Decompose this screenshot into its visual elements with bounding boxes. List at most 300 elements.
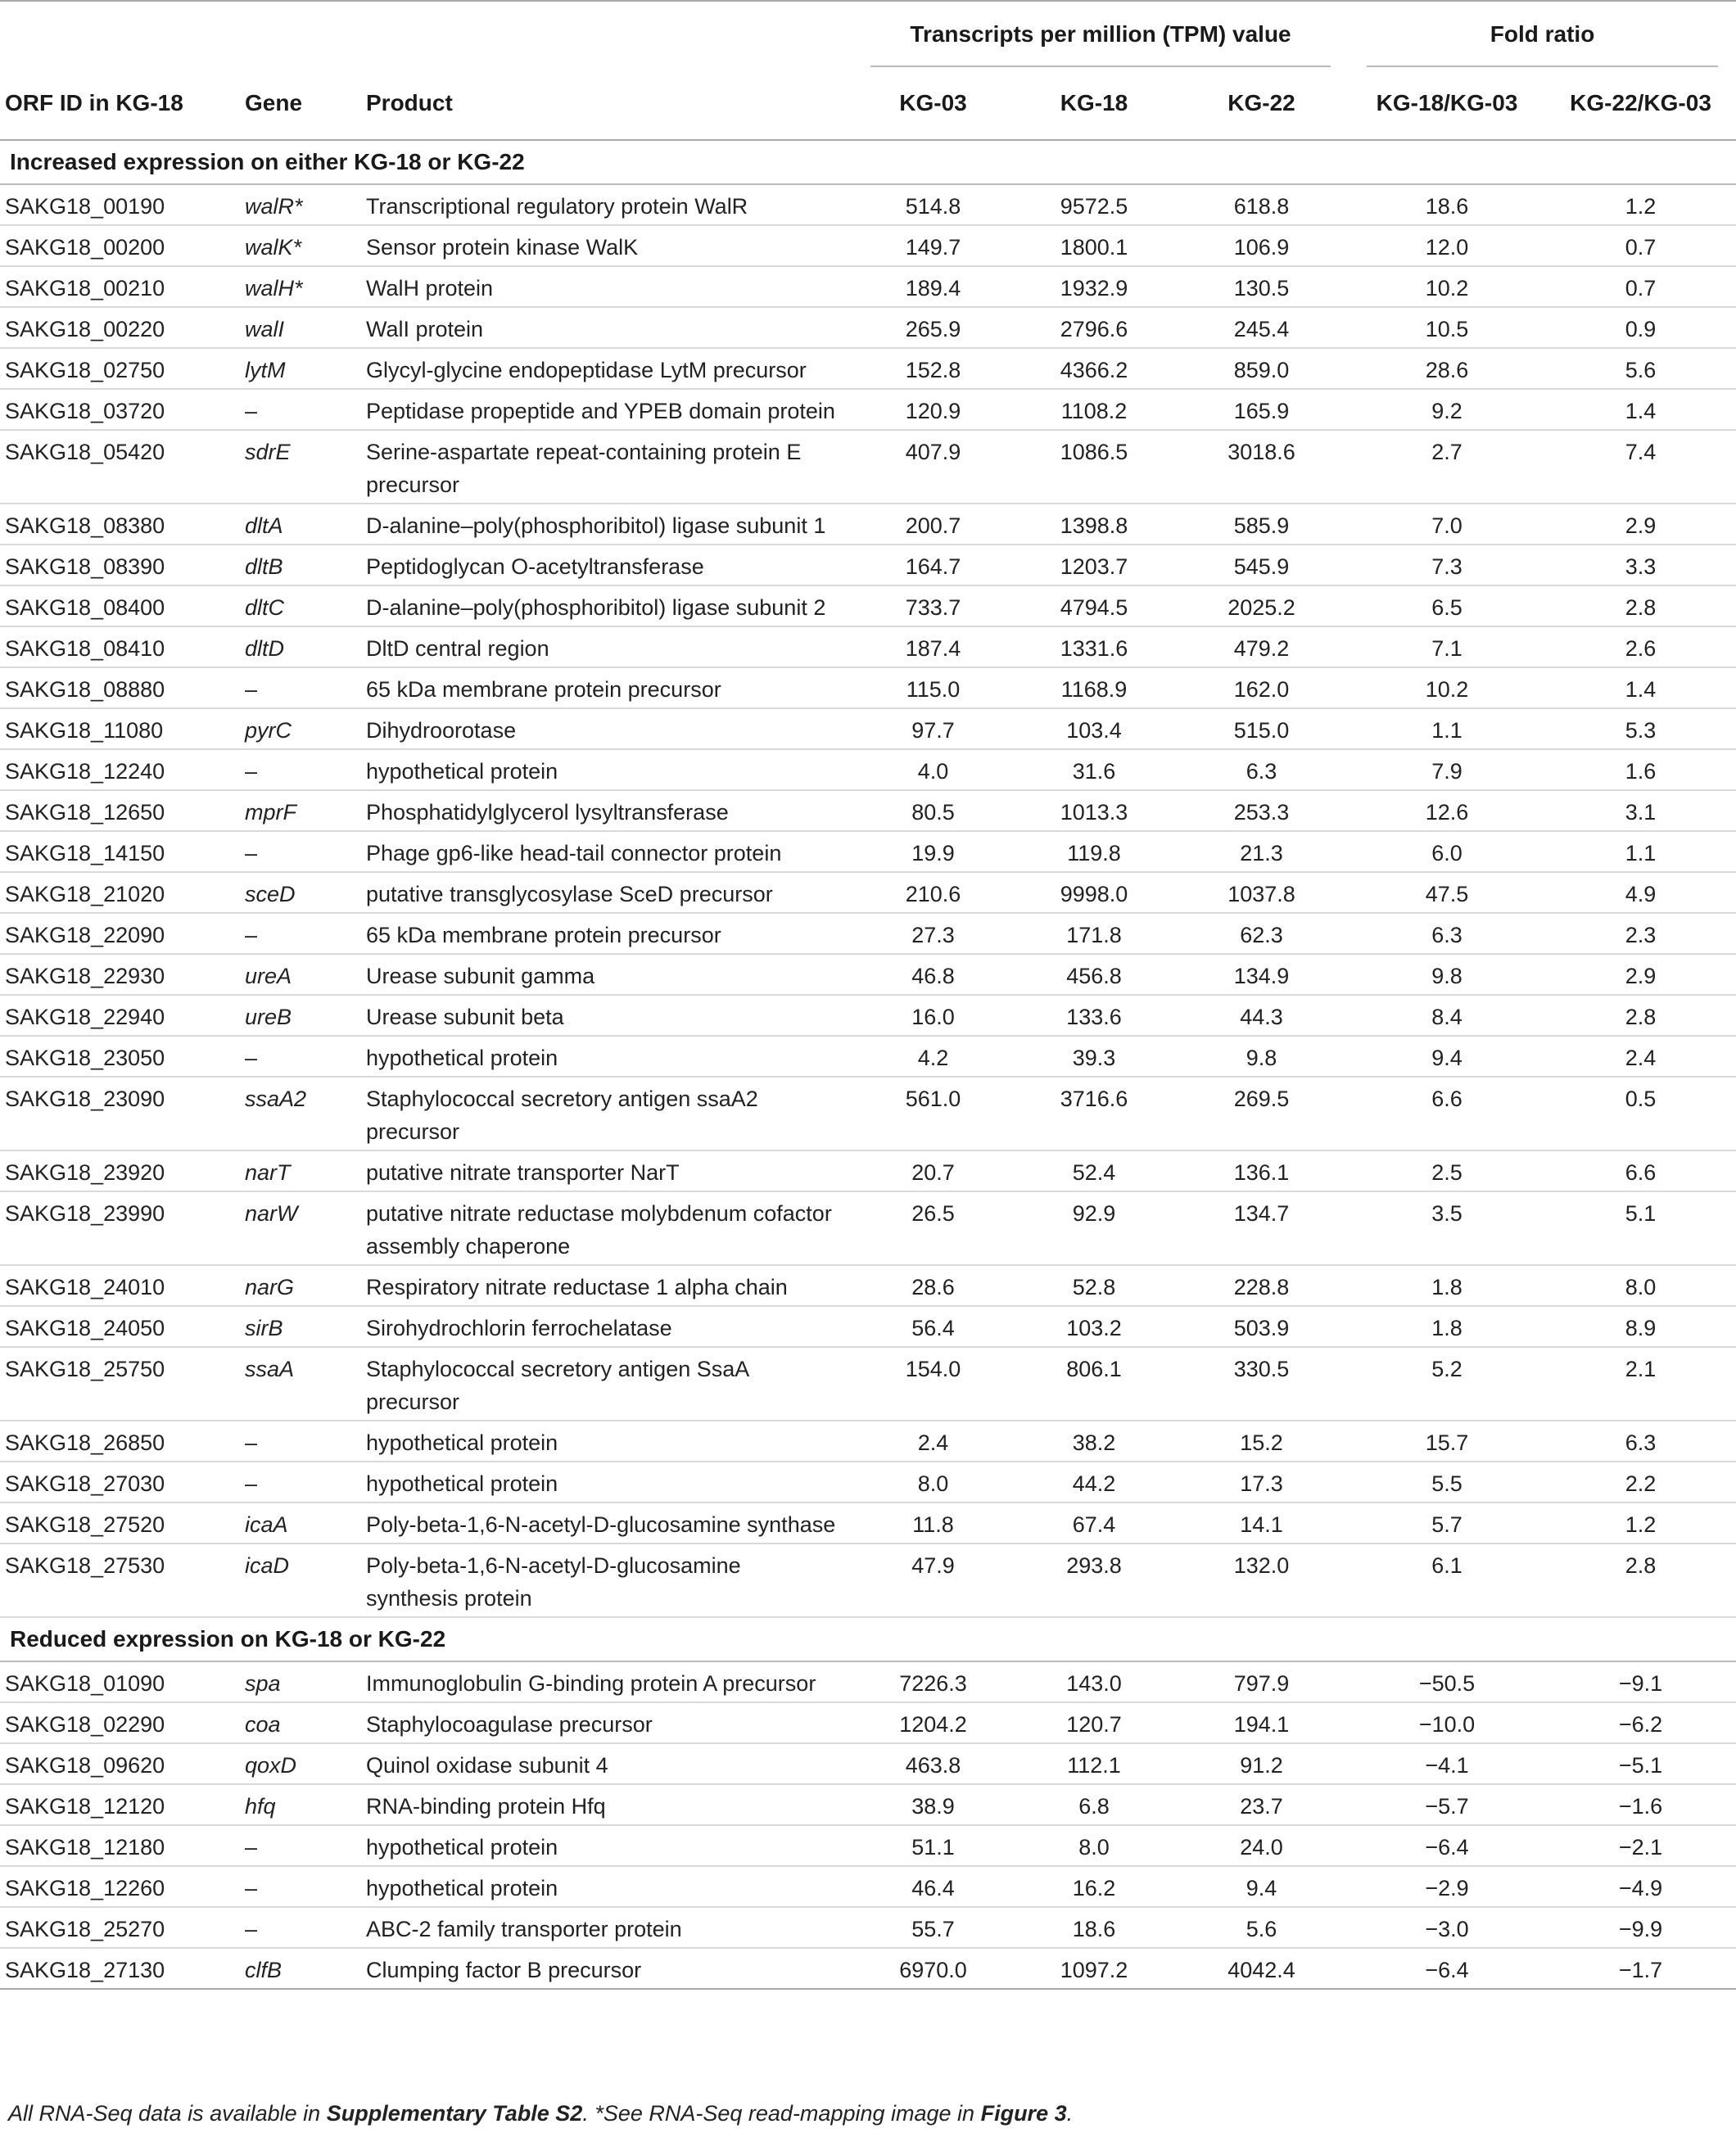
orf-id-cell: SAKG18_02750 bbox=[0, 348, 240, 389]
fold-kg18-kg03-cell: 47.5 bbox=[1349, 872, 1545, 913]
tpm-kg18-cell: 9572.5 bbox=[1014, 184, 1174, 225]
orf-id-cell: SAKG18_08410 bbox=[0, 626, 240, 667]
fold-kg18-kg03-cell: 2.5 bbox=[1349, 1150, 1545, 1191]
tpm-kg18-cell: 16.2 bbox=[1014, 1866, 1174, 1907]
fold-kg18-kg03-cell: 6.0 bbox=[1349, 831, 1545, 872]
footnote-link-figure[interactable]: Figure 3 bbox=[980, 2101, 1067, 2126]
fold-kg18-kg03-cell: −10.0 bbox=[1349, 1702, 1545, 1743]
gene-cell: qoxD bbox=[240, 1743, 361, 1784]
product-cell: Transcriptional regulatory protein WalR bbox=[361, 184, 852, 225]
fold-kg18-kg03-cell: −4.1 bbox=[1349, 1743, 1545, 1784]
fold-kg18-kg03-cell: 5.5 bbox=[1349, 1462, 1545, 1503]
header-group-tpm-label: Transcripts per million (TPM) value bbox=[910, 21, 1291, 47]
orf-id-cell: SAKG18_22090 bbox=[0, 913, 240, 954]
tpm-kg22-cell: 503.9 bbox=[1174, 1306, 1349, 1347]
footnote-text-1: All RNA-Seq data is available in bbox=[8, 2101, 327, 2126]
orf-id-cell: SAKG18_27030 bbox=[0, 1462, 240, 1503]
header-group-fold bbox=[1349, 1, 1736, 67]
product-cell: hypothetical protein bbox=[361, 1462, 852, 1503]
tpm-kg03-cell: 2.4 bbox=[852, 1421, 1014, 1462]
tpm-kg03-cell: 27.3 bbox=[852, 913, 1014, 954]
gene-cell: sdrE bbox=[240, 430, 361, 504]
gene-cell: narG bbox=[240, 1265, 361, 1306]
table-row bbox=[0, 913, 1736, 954]
fold-kg22-kg03-cell: 1.2 bbox=[1545, 184, 1736, 225]
tpm-kg18-cell: 1097.2 bbox=[1060, 1958, 1128, 1982]
orf-id-cell: SAKG18_27520 bbox=[0, 1503, 240, 1543]
tpm-kg03-cell: 7226.3 bbox=[852, 1661, 1014, 1702]
tpm-kg03-cell: 55.7 bbox=[852, 1907, 1014, 1948]
fold-kg22-kg03-cell: −2.1 bbox=[1545, 1825, 1736, 1866]
tpm-kg22-cell: 24.0 bbox=[1174, 1825, 1349, 1866]
fold-kg18-kg03-cell: 8.4 bbox=[1349, 995, 1545, 1036]
tpm-kg22-cell: 136.1 bbox=[1174, 1150, 1349, 1191]
footnote-link-supplementary[interactable]: Supplementary Table S2 bbox=[326, 2101, 583, 2126]
gene-cell: – bbox=[240, 749, 361, 790]
header-gene: Gene bbox=[245, 90, 303, 115]
orf-id-cell: SAKG18_00220 bbox=[0, 307, 240, 348]
product-cell: D-alanine–poly(phosphoribitol) ligase subunit 2 bbox=[361, 585, 852, 626]
orf-id-cell: SAKG18_09620 bbox=[0, 1743, 240, 1784]
tpm-kg18-cell: 1203.7 bbox=[1014, 545, 1174, 585]
gene-cell: – bbox=[240, 1421, 361, 1462]
fold-kg22-kg03-cell: 1.6 bbox=[1545, 749, 1736, 790]
table-row bbox=[0, 307, 1736, 348]
tpm-kg03-cell: 8.0 bbox=[852, 1462, 1014, 1503]
product-cell: putative transglycosylase SceD precursor bbox=[361, 872, 852, 913]
tpm-kg03-cell: 154.0 bbox=[852, 1347, 1014, 1421]
table-row bbox=[0, 667, 1736, 708]
fold-kg18-kg03-cell: 7.1 bbox=[1349, 626, 1545, 667]
product-cell: 65 kDa membrane protein precursor bbox=[361, 913, 852, 954]
table-row bbox=[0, 1702, 1736, 1743]
tpm-kg18-cell: 44.2 bbox=[1014, 1462, 1174, 1503]
tpm-kg18-cell: 1013.3 bbox=[1014, 790, 1174, 831]
fold-kg18-kg03-cell: 9.8 bbox=[1349, 954, 1545, 995]
orf-id-cell: SAKG18_08380 bbox=[0, 504, 240, 545]
fold-kg22-kg03-cell: −6.2 bbox=[1545, 1702, 1736, 1743]
table-row bbox=[0, 1784, 1736, 1825]
table-row bbox=[0, 790, 1736, 831]
table-row bbox=[0, 626, 1736, 667]
table-row bbox=[0, 348, 1736, 389]
tpm-kg22-cell: 23.7 bbox=[1174, 1784, 1349, 1825]
product-cell: hypothetical protein bbox=[361, 1421, 852, 1462]
table-row bbox=[0, 1036, 1736, 1077]
tpm-kg22-cell: 3018.6 bbox=[1174, 430, 1349, 504]
orf-id-cell: SAKG18_12240 bbox=[0, 749, 240, 790]
tpm-kg18-cell: 1086.5 bbox=[1014, 430, 1174, 504]
fold-kg18-kg03-cell: 5.7 bbox=[1349, 1503, 1545, 1543]
header-orf-id: ORF ID in KG-18 bbox=[5, 90, 183, 115]
tpm-kg22-cell: 134.7 bbox=[1174, 1191, 1349, 1265]
gene-cell: coa bbox=[240, 1702, 361, 1743]
orf-id-cell: SAKG18_12180 bbox=[0, 1825, 240, 1866]
tpm-kg18-cell: 1398.8 bbox=[1014, 504, 1174, 545]
gene-cell: – bbox=[240, 913, 361, 954]
tpm-kg18-cell: 2796.6 bbox=[1014, 307, 1174, 348]
product-cell: WalI protein bbox=[361, 307, 852, 348]
tpm-kg03-cell: 152.8 bbox=[852, 348, 1014, 389]
table-header bbox=[0, 1, 1736, 140]
gene-cell: dltD bbox=[240, 626, 361, 667]
fold-kg18-kg03-cell: 1.8 bbox=[1349, 1265, 1545, 1306]
gene-cell: hfq bbox=[240, 1784, 361, 1825]
fold-kg22-kg03-cell: −4.9 bbox=[1545, 1866, 1736, 1907]
tpm-kg22-cell: 162.0 bbox=[1174, 667, 1349, 708]
tpm-kg03-cell: 6970.0 bbox=[899, 1958, 967, 1982]
fold-kg18-kg03-cell: 6.1 bbox=[1349, 1543, 1545, 1617]
tpm-kg22-cell: 4042.4 bbox=[1227, 1958, 1295, 1982]
table-row bbox=[0, 1347, 1736, 1421]
fold-kg18-kg03-cell: 1.1 bbox=[1349, 708, 1545, 749]
orf-id-cell: SAKG18_23990 bbox=[0, 1191, 240, 1265]
tpm-kg18-cell: 103.4 bbox=[1014, 708, 1174, 749]
table-row bbox=[0, 1907, 1736, 1948]
table-row bbox=[0, 1543, 1736, 1617]
fold-kg22-kg03-cell: 2.4 bbox=[1545, 1036, 1736, 1077]
tpm-kg03-cell: 164.7 bbox=[852, 545, 1014, 585]
table-row bbox=[0, 1077, 1736, 1150]
fold-kg22-kg03-cell: 2.8 bbox=[1545, 995, 1736, 1036]
tpm-kg18-cell: 6.8 bbox=[1014, 1784, 1174, 1825]
tpm-kg03-cell: 561.0 bbox=[852, 1077, 1014, 1150]
footnote-text-2: . *See RNA-Seq read-mapping image in bbox=[582, 2101, 981, 2126]
tpm-kg22-cell: 15.2 bbox=[1174, 1421, 1349, 1462]
product-cell: putative nitrate reductase molybdenum cofactor assembly chaperone bbox=[361, 1191, 852, 1265]
tpm-kg22-cell: 1037.8 bbox=[1174, 872, 1349, 913]
gene-cell: narW bbox=[240, 1191, 361, 1265]
tpm-kg03-cell: 4.0 bbox=[852, 749, 1014, 790]
product-cell: Staphylococcal secretory antigen SsaA precursor bbox=[361, 1347, 852, 1421]
table-row bbox=[0, 504, 1736, 545]
orf-id-cell: SAKG18_03720 bbox=[0, 389, 240, 430]
tpm-kg03-cell: 47.9 bbox=[852, 1543, 1014, 1617]
fold-kg18-kg03-cell: 10.2 bbox=[1349, 266, 1545, 307]
fold-kg22-kg03-cell: 6.3 bbox=[1545, 1421, 1736, 1462]
tpm-kg03-cell: 28.6 bbox=[852, 1265, 1014, 1306]
table-row bbox=[0, 266, 1736, 307]
fold-kg18-kg03-cell: 10.5 bbox=[1349, 307, 1545, 348]
orf-id-cell: SAKG18_08880 bbox=[0, 667, 240, 708]
fold-kg18-kg03-cell: −6.4 bbox=[1425, 1958, 1469, 1982]
orf-id-cell: SAKG18_08400 bbox=[0, 585, 240, 626]
orf-id-cell: SAKG18_11080 bbox=[0, 708, 240, 749]
section-title: Reduced expression on KG-18 or KG-22 bbox=[0, 1617, 1736, 1661]
table-row bbox=[0, 1866, 1736, 1907]
header-group-spacer bbox=[0, 1, 852, 67]
gene-cell: sceD bbox=[240, 872, 361, 913]
gene-cell: ssaA2 bbox=[240, 1077, 361, 1150]
tpm-kg22-cell: 797.9 bbox=[1174, 1661, 1349, 1702]
gene-cell: spa bbox=[240, 1661, 361, 1702]
tpm-kg22-cell: 62.3 bbox=[1174, 913, 1349, 954]
orf-id-cell: SAKG18_02290 bbox=[0, 1702, 240, 1743]
fold-kg18-kg03-cell: −5.7 bbox=[1349, 1784, 1545, 1825]
tpm-kg22-cell: 9.8 bbox=[1174, 1036, 1349, 1077]
gene-cell: mprF bbox=[240, 790, 361, 831]
tpm-kg18-cell: 18.6 bbox=[1014, 1907, 1174, 1948]
table-row bbox=[0, 389, 1736, 430]
table-row bbox=[0, 1306, 1736, 1347]
table-row bbox=[0, 872, 1736, 913]
fold-kg22-kg03-cell: 6.6 bbox=[1545, 1150, 1736, 1191]
tpm-kg22-cell: 6.3 bbox=[1174, 749, 1349, 790]
table-row bbox=[0, 708, 1736, 749]
fold-kg22-kg03-cell: 3.1 bbox=[1545, 790, 1736, 831]
fold-kg22-kg03-cell: 4.9 bbox=[1545, 872, 1736, 913]
product-cell: RNA-binding protein Hfq bbox=[361, 1784, 852, 1825]
product-cell: Sensor protein kinase WalK bbox=[361, 225, 852, 266]
orf-id-cell: SAKG18_25270 bbox=[0, 1907, 240, 1948]
tpm-kg22-cell: 269.5 bbox=[1174, 1077, 1349, 1150]
fold-kg22-kg03-cell: 8.9 bbox=[1545, 1306, 1736, 1347]
product-cell: Phosphatidylglycerol lysyltransferase bbox=[361, 790, 852, 831]
tpm-kg22-cell: 859.0 bbox=[1174, 348, 1349, 389]
tpm-kg18-cell: 1168.9 bbox=[1014, 667, 1174, 708]
table-row bbox=[0, 1948, 1736, 1989]
tpm-kg22-cell: 545.9 bbox=[1174, 545, 1349, 585]
fold-kg22-kg03-cell: 2.6 bbox=[1545, 626, 1736, 667]
product-cell: Dihydroorotase bbox=[361, 708, 852, 749]
product-cell: ABC-2 family transporter protein bbox=[361, 1907, 852, 1948]
product-cell: Poly-beta-1,6-N-acetyl-D-glucosamine synthase bbox=[361, 1503, 852, 1543]
tpm-kg22-cell: 479.2 bbox=[1174, 626, 1349, 667]
orf-id-cell: SAKG18_27530 bbox=[0, 1543, 240, 1617]
tpm-kg22-cell: 17.3 bbox=[1174, 1462, 1349, 1503]
gene-cell: – bbox=[240, 1462, 361, 1503]
tpm-kg18-cell: 9998.0 bbox=[1014, 872, 1174, 913]
gene-cell: – bbox=[240, 1036, 361, 1077]
tpm-kg18-cell: 67.4 bbox=[1014, 1503, 1174, 1543]
gene-cell: – bbox=[240, 1866, 361, 1907]
fold-kg18-kg03-cell: 7.9 bbox=[1349, 749, 1545, 790]
table-row bbox=[0, 430, 1736, 504]
orf-id-cell: SAKG18_24050 bbox=[0, 1306, 240, 1347]
orf-id-cell: SAKG18_01090 bbox=[0, 1661, 240, 1702]
header-group-tpm-underline bbox=[870, 66, 1331, 67]
fold-kg18-kg03-cell: −50.5 bbox=[1349, 1661, 1545, 1702]
tpm-kg18-cell: 1800.1 bbox=[1014, 225, 1174, 266]
table-row bbox=[0, 749, 1736, 790]
fold-kg22-kg03-cell: 5.1 bbox=[1545, 1191, 1736, 1265]
orf-id-cell: SAKG18_08390 bbox=[0, 545, 240, 585]
product-cell: D-alanine–poly(phosphoribitol) ligase subunit 1 bbox=[361, 504, 852, 545]
product-cell: Clumping factor B precursor bbox=[366, 1958, 642, 1982]
tpm-kg18-cell: 806.1 bbox=[1014, 1347, 1174, 1421]
section-title: Increased expression on either KG-18 or KG-22 bbox=[0, 140, 1736, 184]
orf-id-cell: SAKG18_00210 bbox=[0, 266, 240, 307]
orf-id-cell: SAKG18_12120 bbox=[0, 1784, 240, 1825]
tpm-kg03-cell: 56.4 bbox=[852, 1306, 1014, 1347]
gene-cell: narT bbox=[240, 1150, 361, 1191]
orf-id-cell: SAKG18_00190 bbox=[0, 184, 240, 225]
header-kg22: KG-22 bbox=[1227, 90, 1295, 115]
tpm-kg18-cell: 92.9 bbox=[1014, 1191, 1174, 1265]
tpm-kg22-cell: 330.5 bbox=[1174, 1347, 1349, 1421]
fold-kg22-kg03-cell: 0.5 bbox=[1545, 1077, 1736, 1150]
tpm-kg03-cell: 38.9 bbox=[852, 1784, 1014, 1825]
header-column-row bbox=[0, 67, 1736, 140]
orf-id-cell: SAKG18_14150 bbox=[0, 831, 240, 872]
orf-id-cell: SAKG18_27130 bbox=[5, 1958, 165, 1982]
tpm-kg03-cell: 19.9 bbox=[852, 831, 1014, 872]
tpm-kg22-cell: 585.9 bbox=[1174, 504, 1349, 545]
tpm-kg03-cell: 16.0 bbox=[852, 995, 1014, 1036]
tpm-kg18-cell: 4366.2 bbox=[1014, 348, 1174, 389]
tpm-kg03-cell: 514.8 bbox=[852, 184, 1014, 225]
fold-kg22-kg03-cell: 2.3 bbox=[1545, 913, 1736, 954]
fold-kg18-kg03-cell: 12.0 bbox=[1349, 225, 1545, 266]
tpm-kg18-cell: 39.3 bbox=[1014, 1036, 1174, 1077]
tpm-kg22-cell: 134.9 bbox=[1174, 954, 1349, 995]
tpm-kg03-cell: 46.4 bbox=[852, 1866, 1014, 1907]
product-cell: putative nitrate transporter NarT bbox=[361, 1150, 852, 1191]
header-fold-kg18-kg03: KG-18/KG-03 bbox=[1376, 90, 1518, 115]
gene-cell: walK* bbox=[240, 225, 361, 266]
fold-kg22-kg03-cell: 0.7 bbox=[1545, 266, 1736, 307]
orf-id-cell: SAKG18_23090 bbox=[0, 1077, 240, 1150]
orf-id-cell: SAKG18_00200 bbox=[0, 225, 240, 266]
gene-cell: clfB bbox=[245, 1958, 283, 1982]
gene-cell: pyrC bbox=[240, 708, 361, 749]
product-cell: Peptidase propeptide and YPEB domain protein bbox=[361, 389, 852, 430]
tpm-kg03-cell: 1204.2 bbox=[852, 1702, 1014, 1743]
fold-kg18-kg03-cell: 5.2 bbox=[1349, 1347, 1545, 1421]
fold-kg22-kg03-cell: 1.4 bbox=[1545, 667, 1736, 708]
fold-kg18-kg03-cell: 9.2 bbox=[1349, 389, 1545, 430]
header-kg03: KG-03 bbox=[899, 90, 967, 115]
tpm-kg18-cell: 52.8 bbox=[1014, 1265, 1174, 1306]
table-row bbox=[0, 1421, 1736, 1462]
table-row bbox=[0, 225, 1736, 266]
gene-cell: dltB bbox=[240, 545, 361, 585]
tpm-kg03-cell: 115.0 bbox=[852, 667, 1014, 708]
tpm-kg03-cell: 4.2 bbox=[852, 1036, 1014, 1077]
table-row bbox=[0, 1825, 1736, 1866]
product-cell: hypothetical protein bbox=[361, 1036, 852, 1077]
orf-id-cell: SAKG18_12260 bbox=[0, 1866, 240, 1907]
fold-kg22-kg03-cell: 2.1 bbox=[1545, 1347, 1736, 1421]
tpm-kg22-cell: 91.2 bbox=[1174, 1743, 1349, 1784]
tpm-kg03-cell: 189.4 bbox=[852, 266, 1014, 307]
tpm-kg22-cell: 130.5 bbox=[1174, 266, 1349, 307]
fold-kg18-kg03-cell: 2.7 bbox=[1349, 430, 1545, 504]
product-cell: Staphylococcal secretory antigen ssaA2 precursor bbox=[361, 1077, 852, 1150]
section-header-row bbox=[0, 1617, 1736, 1661]
tpm-kg18-cell: 1932.9 bbox=[1014, 266, 1174, 307]
product-cell: Glycyl-glycine endopeptidase LytM precursor bbox=[361, 348, 852, 389]
table-row bbox=[0, 585, 1736, 626]
tpm-kg03-cell: 733.7 bbox=[852, 585, 1014, 626]
product-cell: Poly-beta-1,6-N-acetyl-D-glucosamine synthesis protein bbox=[361, 1543, 852, 1617]
tpm-kg03-cell: 463.8 bbox=[852, 1743, 1014, 1784]
fold-kg22-kg03-cell: −9.9 bbox=[1545, 1907, 1736, 1948]
orf-id-cell: SAKG18_24010 bbox=[0, 1265, 240, 1306]
fold-kg18-kg03-cell: 18.6 bbox=[1349, 184, 1545, 225]
gene-cell: dltC bbox=[240, 585, 361, 626]
product-cell: Peptidoglycan O-acetyltransferase bbox=[361, 545, 852, 585]
orf-id-cell: SAKG18_23050 bbox=[0, 1036, 240, 1077]
tpm-kg22-cell: 228.8 bbox=[1174, 1265, 1349, 1306]
fold-kg18-kg03-cell: 6.5 bbox=[1349, 585, 1545, 626]
fold-kg18-kg03-cell: −2.9 bbox=[1349, 1866, 1545, 1907]
header-group-row bbox=[0, 1, 1736, 67]
orf-id-cell: SAKG18_25750 bbox=[0, 1347, 240, 1421]
tpm-kg22-cell: 194.1 bbox=[1174, 1702, 1349, 1743]
tpm-kg18-cell: 120.7 bbox=[1014, 1702, 1174, 1743]
fold-kg18-kg03-cell: 7.0 bbox=[1349, 504, 1545, 545]
table-body bbox=[0, 140, 1736, 1989]
tpm-kg22-cell: 9.4 bbox=[1174, 1866, 1349, 1907]
fold-kg18-kg03-cell: 6.3 bbox=[1349, 913, 1545, 954]
gene-cell: icaA bbox=[240, 1503, 361, 1543]
fold-kg22-kg03-cell: 2.2 bbox=[1545, 1462, 1736, 1503]
tpm-kg18-cell: 38.2 bbox=[1014, 1421, 1174, 1462]
fold-kg22-kg03-cell: 2.8 bbox=[1545, 1543, 1736, 1617]
header-group-fold-label: Fold ratio bbox=[1490, 21, 1595, 47]
table-row bbox=[0, 831, 1736, 872]
fold-kg22-kg03-cell: 0.9 bbox=[1545, 307, 1736, 348]
gene-cell: icaD bbox=[240, 1543, 361, 1617]
tpm-kg22-cell: 21.3 bbox=[1174, 831, 1349, 872]
gene-cell: – bbox=[240, 1825, 361, 1866]
fold-kg18-kg03-cell: 7.3 bbox=[1349, 545, 1545, 585]
gene-cell: ureB bbox=[240, 995, 361, 1036]
product-cell: Immunoglobulin G-binding protein A precursor bbox=[361, 1661, 852, 1702]
tpm-kg03-cell: 26.5 bbox=[852, 1191, 1014, 1265]
header-kg18: KG-18 bbox=[1060, 90, 1128, 115]
fold-kg18-kg03-cell: 3.5 bbox=[1349, 1191, 1545, 1265]
tpm-kg18-cell: 103.2 bbox=[1014, 1306, 1174, 1347]
tpm-kg03-cell: 97.7 bbox=[852, 708, 1014, 749]
tpm-kg03-cell: 120.9 bbox=[852, 389, 1014, 430]
table-row bbox=[0, 1265, 1736, 1306]
tpm-kg03-cell: 51.1 bbox=[852, 1825, 1014, 1866]
tpm-kg18-cell: 133.6 bbox=[1014, 995, 1174, 1036]
product-cell: Serine-aspartate repeat-containing protein E precursor bbox=[361, 430, 852, 504]
product-cell: Urease subunit gamma bbox=[361, 954, 852, 995]
product-cell: Quinol oxidase subunit 4 bbox=[361, 1743, 852, 1784]
gene-cell: – bbox=[240, 389, 361, 430]
fold-kg22-kg03-cell: 2.8 bbox=[1545, 585, 1736, 626]
tpm-kg22-cell: 245.4 bbox=[1174, 307, 1349, 348]
section-header-row bbox=[0, 140, 1736, 184]
tpm-kg18-cell: 1108.2 bbox=[1014, 389, 1174, 430]
gene-cell: sirB bbox=[240, 1306, 361, 1347]
tpm-kg18-cell: 1331.6 bbox=[1014, 626, 1174, 667]
fold-kg22-kg03-cell: 3.3 bbox=[1545, 545, 1736, 585]
product-cell: Sirohydrochlorin ferrochelatase bbox=[361, 1306, 852, 1347]
orf-id-cell: SAKG18_05420 bbox=[0, 430, 240, 504]
product-cell: WalH protein bbox=[361, 266, 852, 307]
product-cell: Phage gp6-like head-tail connector protein bbox=[361, 831, 852, 872]
table-row bbox=[0, 545, 1736, 585]
gene-cell: walR* bbox=[240, 184, 361, 225]
tpm-kg18-cell: 119.8 bbox=[1014, 831, 1174, 872]
fold-kg18-kg03-cell: −3.0 bbox=[1349, 1907, 1545, 1948]
orf-id-cell: SAKG18_22940 bbox=[0, 995, 240, 1036]
product-cell: hypothetical protein bbox=[361, 1866, 852, 1907]
fold-kg18-kg03-cell: 28.6 bbox=[1349, 348, 1545, 389]
fold-kg18-kg03-cell: 15.7 bbox=[1349, 1421, 1545, 1462]
gene-cell: dltA bbox=[240, 504, 361, 545]
fold-kg22-kg03-cell: −9.1 bbox=[1545, 1661, 1736, 1702]
fold-kg22-kg03-cell: 2.9 bbox=[1545, 504, 1736, 545]
tpm-kg18-cell: 171.8 bbox=[1014, 913, 1174, 954]
footnote-text-3: . bbox=[1066, 2101, 1074, 2126]
tpm-kg22-cell: 515.0 bbox=[1174, 708, 1349, 749]
